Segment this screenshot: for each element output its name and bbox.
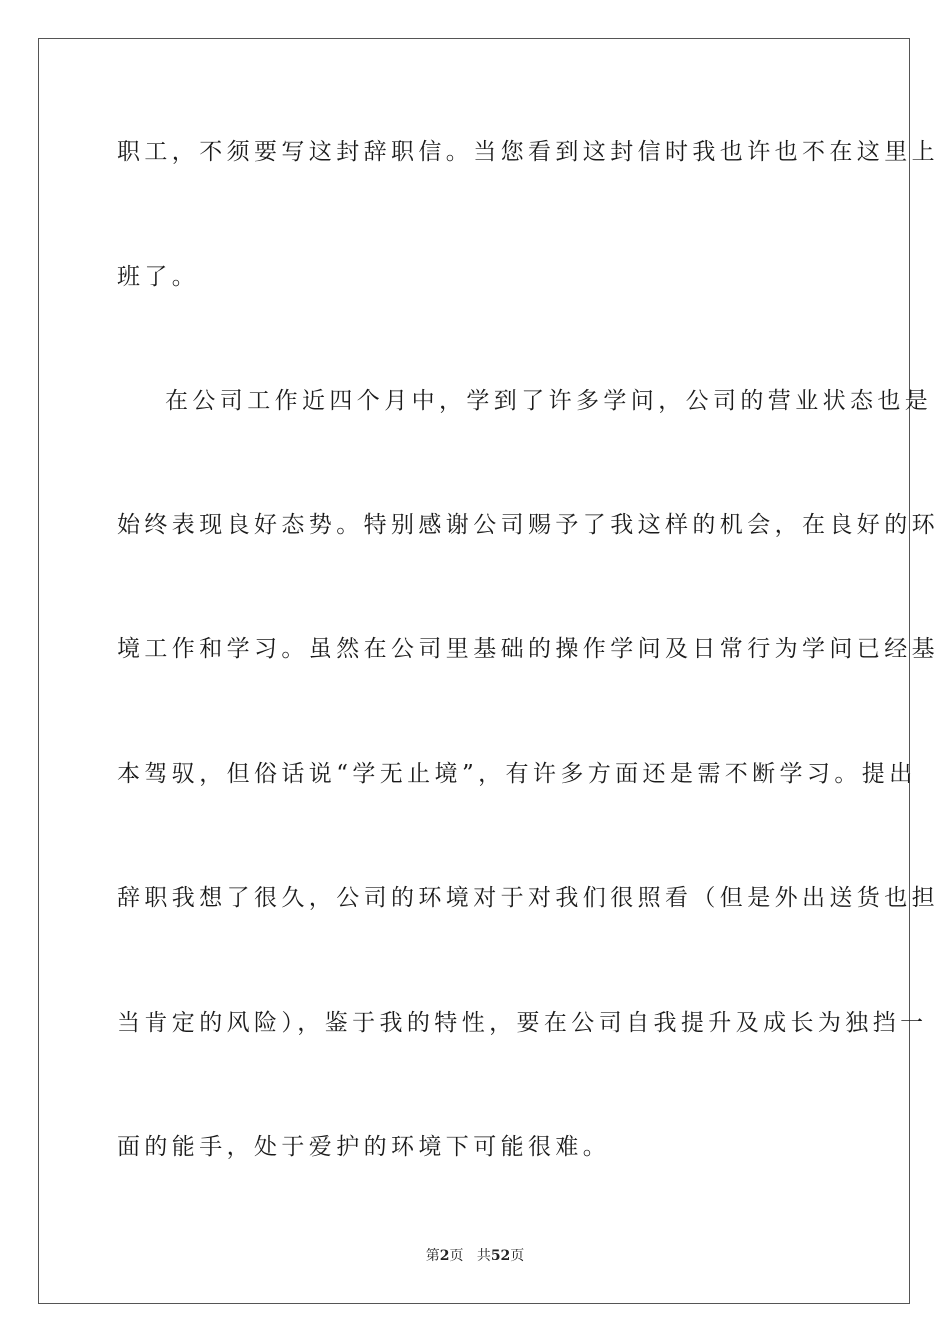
body-text-line: 始终表现良好态势。特别感谢公司赐予了我这样的机会，在良好的环 [117,512,939,538]
page-footer [0,1246,950,1266]
body-text-line: 班了。 [117,264,200,290]
total-pages: 52 [490,1248,511,1264]
body-text-line: 境工作和学习。虽然在公司里基础的操作学问及日常行为学问已经基 [117,636,939,662]
page-prefix: 第 [425,1248,440,1264]
page-border [38,38,939,1304]
total-suffix: 页 [510,1248,525,1264]
page-suffix: 页 [449,1248,464,1264]
page-number: 2 [439,1248,450,1264]
total-prefix: 共 [476,1248,491,1264]
body-text-line: 职工，不须要写这封辞职信。当您看到这封信时我也许也不在这里上 [117,139,939,165]
body-text-line: 辞职我想了很久，公司的环境对于对我们很照看（但是外出送货也担 [117,885,939,911]
paragraph-first-line: 在公司工作近四个月中，学到了许多学问，公司的营业状态也是 [165,388,933,414]
body-text-line: 本驾驭，但俗话说“学无止境”，有许多方面还是需不断学习。提出 [117,761,917,787]
body-text-line: 当肯定的风险），鉴于我的特性，要在公司自我提升及成长为独挡一 [117,1010,928,1036]
body-text-line: 面的能手，处于爱护的环境下可能很难。 [117,1134,611,1160]
